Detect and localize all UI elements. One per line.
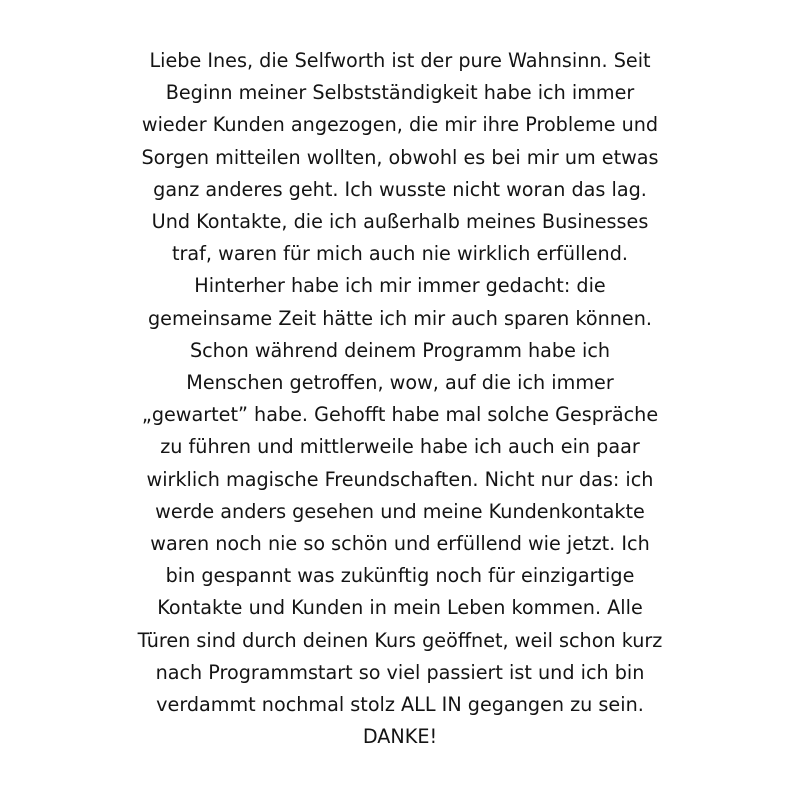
testimonial-line: zu führen und mittlerweile habe ich auch ein paar [160, 435, 640, 459]
testimonial-line: traf, waren für mich auch nie wirklich erfüllend. [172, 242, 628, 266]
testimonial-line: wirklich magische Freundschaften. Nicht nur das: ich [146, 467, 654, 491]
testimonial-line: Kontakte und Kunden in mein Leben kommen. Alle [157, 596, 643, 620]
testimonial-line: verdammt nochmal stolz ALL IN gegangen zu sein. [156, 693, 644, 717]
testimonial-line: Liebe Ines, die Selfworth ist der pure Wahnsinn. Seit [149, 49, 651, 72]
testimonial-line: Und Kontakte, die ich außerhalb meines Businesses [151, 210, 649, 234]
testimonial-line: Sorgen mitteilen wollten, obwohl es bei mir um etwas [141, 145, 659, 169]
testimonial-line: Beginn meiner Selbstständigkeit habe ich immer [165, 81, 635, 105]
testimonial-line: gemeinsame Zeit hätte ich mir auch sparen können. [148, 306, 652, 330]
testimonial-line: „gewartet” habe. Gehofft habe mal solche Gespräche [141, 403, 659, 427]
testimonial-line: werde anders gesehen und meine Kundenkontakte [155, 499, 645, 523]
testimonial-line: nach Programmstart so viel passiert ist und ich bin [155, 660, 645, 684]
testimonial-line: Menschen getroffen, wow, auf die ich immer [186, 371, 614, 395]
testimonial-line: ganz anderes geht. Ich wusste nicht woran das lag. [153, 177, 647, 201]
testimonial-text [40, 45, 760, 753]
testimonial-line: Hinterher habe ich mir immer gedacht: die [194, 274, 606, 298]
testimonial-line: waren noch nie so schön und erfüllend wie jetzt. Ich [150, 532, 650, 556]
testimonial-line: wieder Kunden angezogen, die mir ihre Probleme und [141, 113, 659, 137]
testimonial-signoff: DANKE! [362, 725, 438, 749]
testimonial-line: bin gespannt was zukünftig noch für einzigartige [165, 564, 635, 588]
testimonial-line: Schon während deinem Programm habe ich [189, 338, 611, 362]
testimonial-line: Türen sind durch deinen Kurs geöffnet, weil schon kurz [137, 628, 663, 652]
